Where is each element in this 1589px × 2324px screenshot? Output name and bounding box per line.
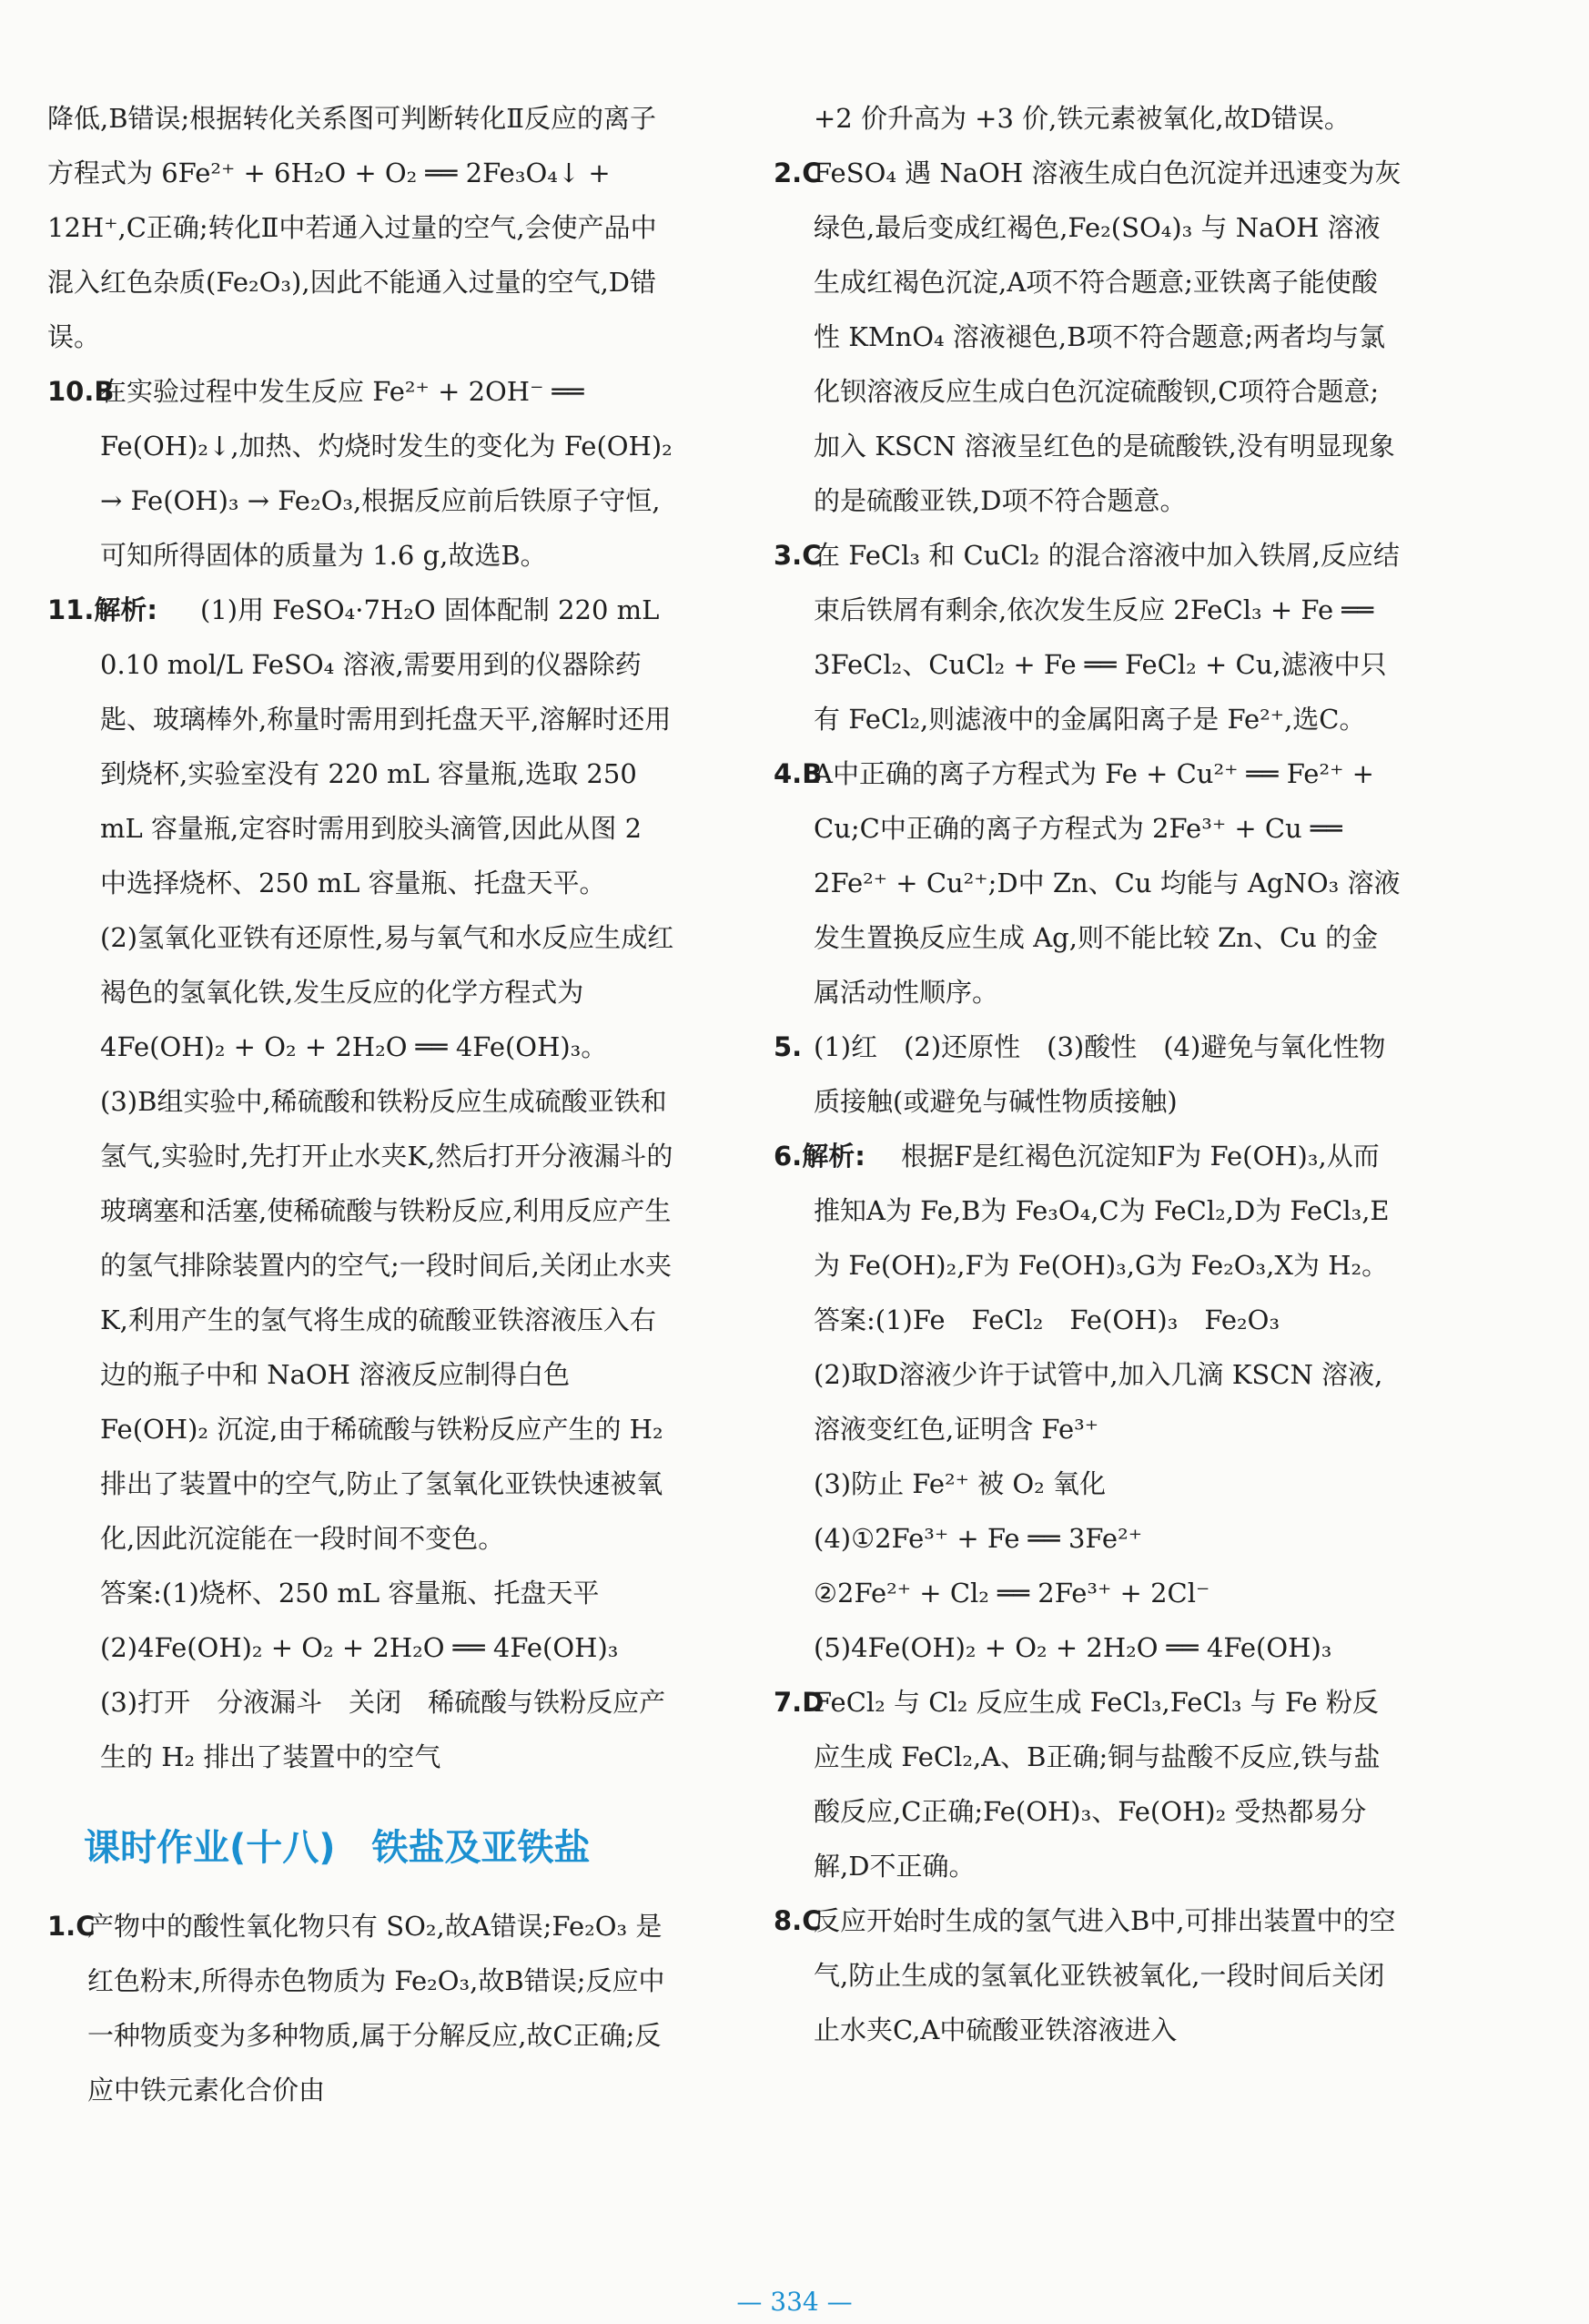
answer-text: (2)取D溶液少许于试管中,加入几滴 KSCN 溶液,溶液变红色,证明含 Fe³⁺ bbox=[814, 1359, 1383, 1445]
answer-item bbox=[47, 583, 675, 910]
answer-text: 产物中的酸性氧化物只有 SO₂,故A错误;Fe₂O₃ 是红色粉末,所得赤色物质为 Fe₂O₃,故B错误;反应中一种物质变为多种物质,属于分解反应,故C正确;反应中铁元素化合价由 bbox=[87, 1911, 665, 2106]
answer-text: 答案:(1)烧杯、250 mL 容量瓶、托盘天平 bbox=[100, 1578, 600, 1609]
answer-text: (3)B组实验中,稀硫酸和铁粉反应生成硫酸亚铁和氢气,实验时,先打开止水夹K,然后打开分液漏斗的玻璃塞和活塞,使稀硫酸与铁粉反应,利用反应产生的氢气排除装置内的空气;一段时间后,关闭止水夹K,利用产生的氢气将生成的硫酸亚铁溶液压入右边的瓶子中和 NaOH 溶液反应制得白色 Fe(OH)₂ 沉淀,由于稀硫酸与铁粉反应产生的 H₂ 排出了装置中的空气,防止了氢氧化亚铁快速被氧化,因此沉淀能在一段时间不变色。 bbox=[100, 1086, 673, 1554]
answer-item bbox=[774, 1566, 1402, 1620]
answer-text: +2 价升高为 +3 价,铁元素被氧化,故D错误。 bbox=[814, 103, 1351, 134]
answer-item bbox=[774, 528, 1402, 746]
answer-text: 反应开始时生成的氢气进入B中,可排出装置中的空气,防止生成的氢氧化亚铁被氧化,一段时间后关闭止水夹C,A中硫酸亚铁溶液进入 bbox=[814, 1905, 1396, 2045]
answer-text: 在 FeCl₃ 和 CuCl₂ 的混合溶液中加入铁屑,反应结束后铁屑有剩余,依次发生反应 2FeCl₃ + Fe ══ 3FeCl₂、CuCl₂ + Fe ══ FeCl₂ + Cu,滤液中只有 FeCl₂,则滤液中的金属阳离子是 Fe²⁺,选C。 bbox=[814, 540, 1400, 735]
answer-item bbox=[774, 1129, 1402, 1293]
answer-item bbox=[774, 1020, 1402, 1129]
answer-item bbox=[47, 91, 675, 364]
answer-text: (3)打开 分液漏斗 关闭 稀硫酸与铁粉反应产生的 H₂ 排出了装置中的空气 bbox=[100, 1687, 666, 1772]
answer-item bbox=[774, 746, 1402, 1020]
answer-text: (4)①2Fe³⁺ + Fe ══ 3Fe²⁺ bbox=[814, 1523, 1143, 1554]
answer-text: 在实验过程中发生反应 Fe²⁺ + 2OH⁻ ══ Fe(OH)₂↓,加热、灼烧时发生的变化为 Fe(OH)₂ → Fe(OH)₃ → Fe₂O₃,根据反应前后铁原子守恒,可知所得固体的质量为 1.6 g,故选B。 bbox=[100, 376, 673, 571]
answer-text: (1)用 FeSO₄·7H₂O 固体配制 220 mL 0.10 mol/L FeSO₄ 溶液,需要用到的仪器除药匙、玻璃棒外,称量时需用到托盘天平,溶解时还用到烧杯,实验室没有 220 mL 容量瓶,选取 250 mL 容量瓶,定容时需用到胶头滴管,因此从图 2 中选择烧杯、250 mL 容量瓶、托盘天平。 bbox=[100, 594, 672, 898]
section-title: 课时作业(十八) 铁盐及亚铁盐 bbox=[84, 1827, 591, 1869]
right-column bbox=[774, 91, 1402, 2057]
answer-item bbox=[47, 364, 675, 583]
answer-text: (2)4Fe(OH)₂ + O₂ + 2H₂O ══ 4Fe(OH)₃ bbox=[100, 1632, 619, 1663]
answer-text: 根据F是红褐色沉淀知F为 Fe(OH)₃,从而推知A为 Fe,B为 Fe₃O₄,C为 FeCl₂,D为 FeCl₃,E为 Fe(OH)₂,F为 Fe(OH)₃,G为 Fe₂O₃,X为 H₂。 bbox=[814, 1141, 1390, 1281]
answer-number: 10.B bbox=[47, 376, 115, 407]
answer-item bbox=[774, 1347, 1402, 1456]
answer-text: 降低,B错误;根据转化关系图可判断转化Ⅱ反应的离子方程式为 6Fe²⁺ + 6H₂O + O₂ ══ 2Fe₃O₄↓ + 12H⁺,C正确;转化Ⅱ中若通入过量的空气,会使产品中混入红色杂质(Fe₂O₃),因此不能通入过量的空气,D错误。 bbox=[47, 103, 657, 352]
answer-number: 6.解析: bbox=[774, 1141, 865, 1172]
answer-item bbox=[774, 146, 1402, 528]
left-column bbox=[47, 91, 675, 2117]
answer-item bbox=[774, 1675, 1402, 1893]
answer-text: ②2Fe²⁺ + Cl₂ ══ 2Fe³⁺ + 2Cl⁻ bbox=[814, 1578, 1210, 1609]
answer-text: (5)4Fe(OH)₂ + O₂ + 2H₂O ══ 4Fe(OH)₃ bbox=[814, 1632, 1332, 1663]
answer-item bbox=[47, 1620, 675, 1675]
answer-number: 5. bbox=[774, 1031, 803, 1062]
answer-text: 答案:(1)Fe FeCl₂ Fe(OH)₃ Fe₂O₃ bbox=[814, 1304, 1280, 1335]
answer-number: 3.C bbox=[774, 540, 822, 571]
answer-item bbox=[774, 1511, 1402, 1566]
answer-number: 8.C bbox=[774, 1905, 822, 1936]
answer-number: 4.B bbox=[774, 758, 823, 789]
answer-item bbox=[47, 1074, 675, 1566]
answer-item bbox=[774, 1293, 1402, 1347]
answer-number: 7.D bbox=[774, 1687, 825, 1718]
answer-text: (3)防止 Fe²⁺ 被 O₂ 氧化 bbox=[814, 1468, 1106, 1499]
answer-item bbox=[774, 1893, 1402, 2057]
answer-item bbox=[774, 1620, 1402, 1675]
answer-number: 2.C bbox=[774, 157, 822, 188]
answer-item bbox=[774, 91, 1402, 146]
answer-item bbox=[47, 1675, 675, 1784]
answer-number: 11.解析: bbox=[47, 594, 157, 625]
answer-text: (2)氢氧化亚铁有还原性,易与氧气和水反应生成红褐色的氢氧化铁,发生反应的化学方程式为 4Fe(OH)₂ + O₂ + 2H₂O ══ 4Fe(OH)₃。 bbox=[100, 922, 674, 1062]
page-number: — 334 — bbox=[736, 2287, 853, 2317]
answer-item bbox=[47, 910, 675, 1074]
answer-text: FeSO₄ 遇 NaOH 溶液生成白色沉淀并迅速变为灰绿色,最后变成红褐色,Fe₂(SO₄)₃ 与 NaOH 溶液生成红褐色沉淀,A项不符合题意;亚铁离子能使酸性 KMnO₄ 溶液褪色,B项不符合题意;两者均与氯化钡溶液反应生成白色沉淀硫酸钡,C项符合题意;加入 KSCN 溶液呈红色的是硫酸铁,没有明显现象的是硫酸亚铁,D项不符合题意。 bbox=[814, 157, 1402, 516]
answer-item bbox=[47, 1899, 675, 2117]
answer-item bbox=[47, 1566, 675, 1620]
answer-text: A中正确的离子方程式为 Fe + Cu²⁺ ══ Fe²⁺ + Cu;C中正确的离子方程式为 2Fe³⁺ + Cu ══ 2Fe²⁺ + Cu²⁺;D中 Zn、Cu 均能与 AgNO₃ 溶液发生置换反应生成 Ag,则不能比较 Zn、Cu 的金属活动性顺序。 bbox=[814, 758, 1401, 1008]
answer-item bbox=[774, 1456, 1402, 1511]
answer-number: 1.C bbox=[47, 1911, 96, 1942]
answer-text: FeCl₂ 与 Cl₂ 反应生成 FeCl₃,FeCl₃ 与 Fe 粉反应生成 FeCl₂,A、B正确;铜与盐酸不反应,铁与盐酸反应,C正确;Fe(OH)₃、Fe(OH)₂ 受热都易分解,D不正确。 bbox=[814, 1687, 1381, 1882]
answer-text: (1)红 (2)还原性 (3)酸性 (4)避免与氧化性物质接触(或避免与碱性物质接触) bbox=[814, 1031, 1386, 1117]
